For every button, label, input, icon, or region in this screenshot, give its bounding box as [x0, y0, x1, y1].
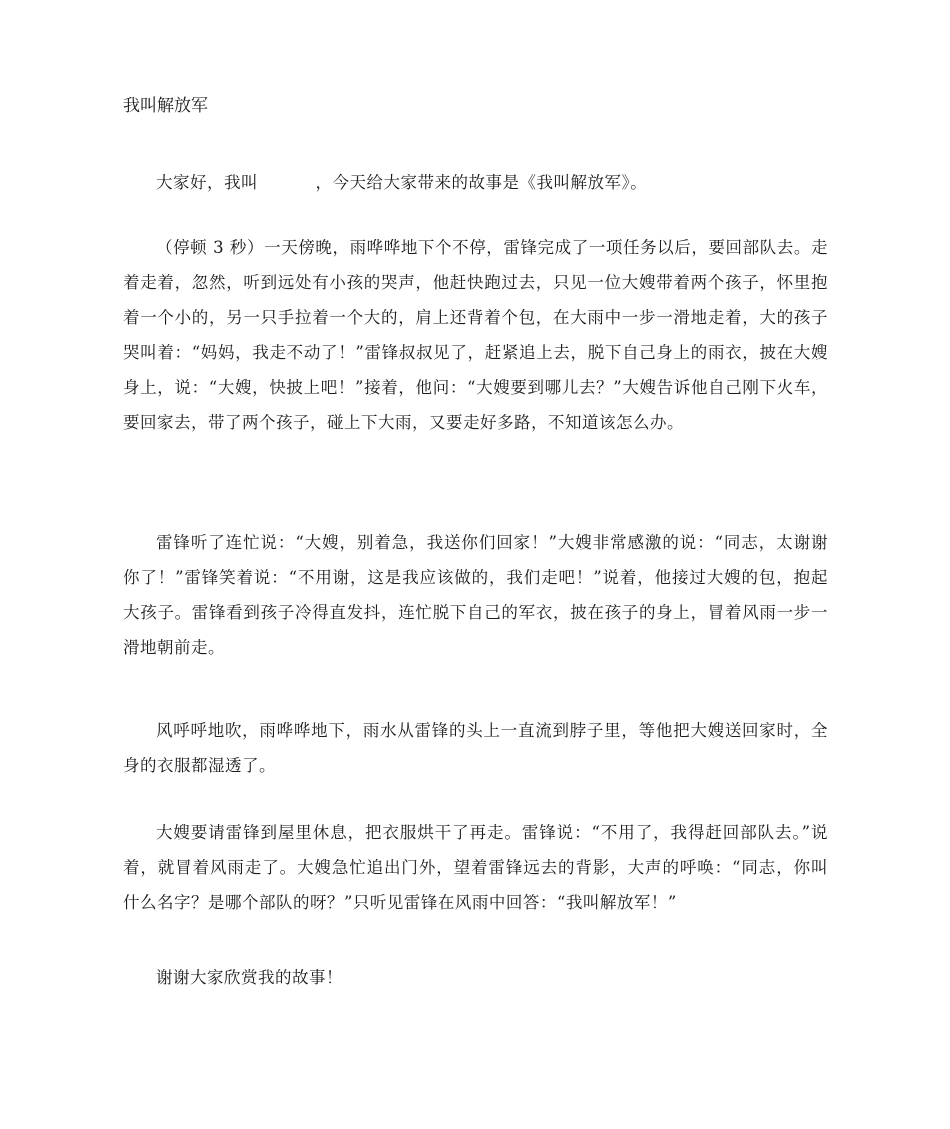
paragraph-story-2: 雷锋听了连忙说：“大嫂，别着急，我送你们回家！”大嫂非常感激的说：“同志，太谢谢你了！”雷锋笑着说：“不用谢，这是我应该做的，我们走吧！”说着，他接过大嫂的包，抱起大孩子。雷锋看到孩子冷得直发抖，连忙脱下自己的军衣，披在孩子的身上，冒着风雨一步一滑地朝前走。 [123, 533, 828, 657]
paragraph-story-4: 大嫂要请雷锋到屋里休息，把衣服烘干了再走。雷锋说：“不用了，我得赶回部队去。”说着，就冒着风雨走了。大嫂急忙追出门外，望着雷锋远去的背影，大声的呼唤：“同志，你叫什么名字？是哪个部队的呀？”只听见雷锋在风雨中回答：“我叫解放军！” [123, 823, 828, 912]
document-title: 我叫解放军 [123, 96, 208, 116]
paragraph-story-1: （停顿 3 秒）一天傍晚，雨哗哗地下个不停，雷锋完成了一项任务以后，要回部队去。走着走着，忽然，听到远处有小孩的哭声，他赶快跑过去，只见一位大嫂带着两个孩子，怀里抱着一个小的，另一只手拉着一个大的，肩上还背着个包，在大雨中一步一滑地走着，大的孩子哭叫着：“妈妈，我走不动了！”雷锋叔叔见了，赶紧追上去，脱下自己身上的雨衣，披在大嫂身上，说：“大嫂，快披上吧！”接着，他问：“大嫂要到哪儿去？”大嫂告诉他自己刚下火车，要回家去，带了两个孩子，碰上下大雨，又要走好多路，不知道该怎么办。 [123, 238, 828, 432]
paragraph-greeting: 大家好，我叫 ，今天给大家带来的故事是《我叫解放军》。 [156, 173, 648, 192]
paragraph-story-3: 风呼呼地吹，雨哗哗地下，雨水从雷锋的头上一直流到脖子里，等他把大嫂送回家时，全身的衣服都湿透了。 [123, 721, 828, 775]
paragraph-closing: 谢谢大家欣赏我的故事！ [156, 968, 343, 987]
